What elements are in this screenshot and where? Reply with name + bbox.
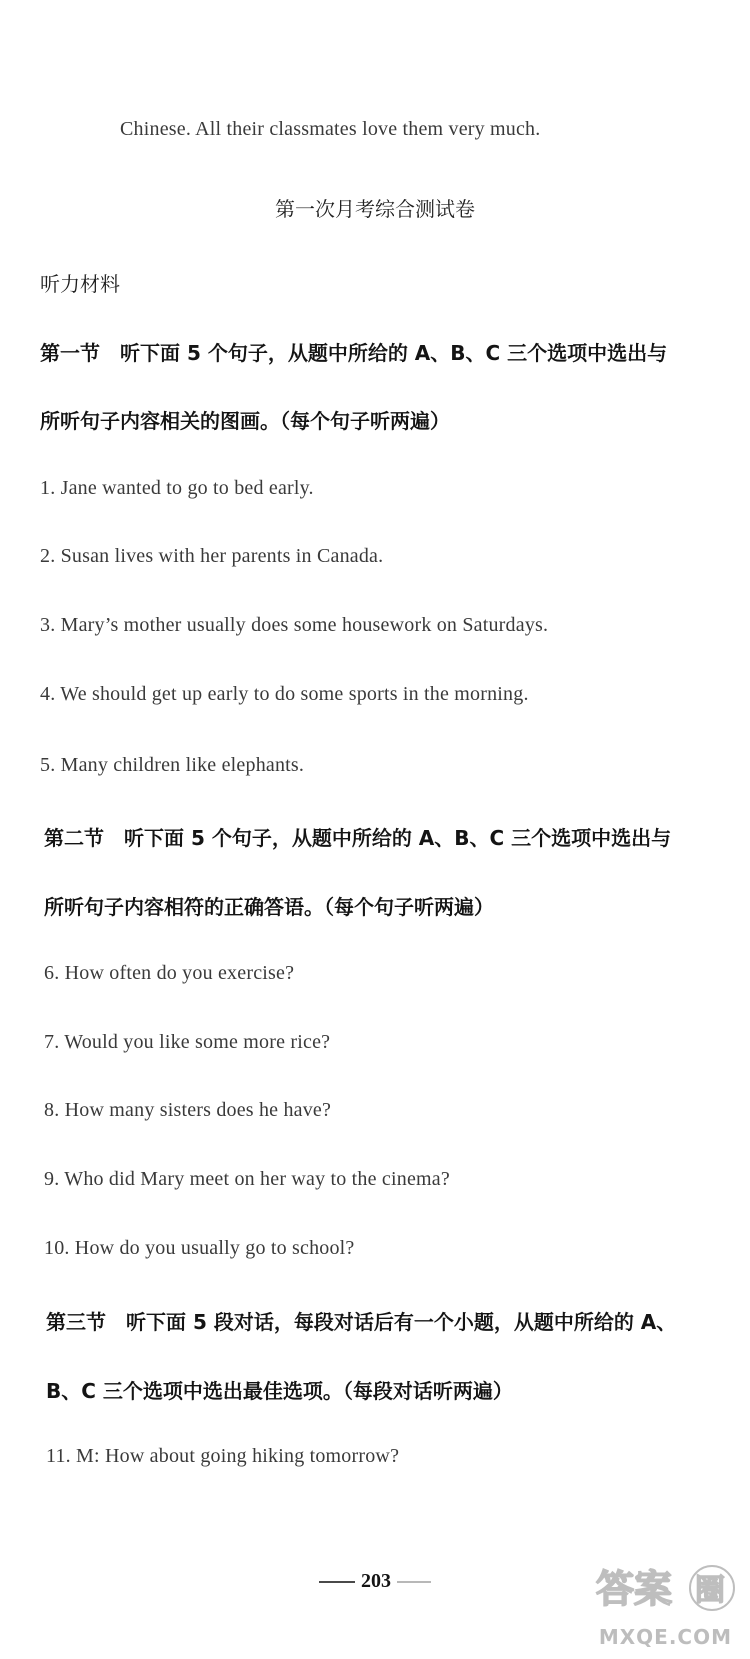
- svg-text:答案: 答案: [596, 1567, 673, 1611]
- list-item: 6. How often do you exercise?: [44, 962, 295, 984]
- list-item: 7. Would you like some more rice?: [44, 1031, 331, 1053]
- list-item: 2. Susan lives with her parents in Canada.: [40, 545, 384, 567]
- section-1-heading: [40, 337, 667, 366]
- subheading: 听力材料: [40, 272, 120, 296]
- list-item: 8. How many sisters does he have?: [44, 1099, 332, 1121]
- list-item: 9. Who did Mary meet on her way to the cinema?: [44, 1168, 450, 1190]
- list-item: 4. We should get up early to do some sports in the morning.: [40, 683, 529, 705]
- section-2-text-line1: 听下面 5 个句子，从题中所给的 A、B、C 三个选项中选出与: [124, 826, 672, 850]
- watermark-icon: [592, 1554, 742, 1624]
- svg-text:圈: 圈: [695, 1573, 725, 1608]
- list-item: 10. How do you usually go to school?: [44, 1237, 355, 1259]
- list-item: 11. M: How about going hiking tomorrow?: [46, 1445, 400, 1467]
- section-2-heading: [44, 822, 671, 851]
- top-line: Chinese. All their classmates love them very much.: [120, 118, 541, 140]
- section-1-label: 第一节: [40, 341, 100, 365]
- footer-rule-right: [397, 1581, 431, 1583]
- section-3-heading: [46, 1306, 676, 1335]
- section-2-label: 第二节: [44, 826, 104, 850]
- section-1-text-line2: 所听句子内容相关的图画。（每个句子听两遍）: [40, 409, 450, 433]
- list-item: 3. Mary’s mother usually does some housework on Saturdays.: [40, 614, 549, 636]
- section-1-text-line1: 听下面 5 个句子，从题中所给的 A、B、C 三个选项中选出与: [120, 341, 668, 365]
- section-3-label: 第三节: [46, 1310, 106, 1334]
- list-item: 1. Jane wanted to go to bed early.: [40, 477, 314, 499]
- section-3-text-line2: B、C 三个选项中选出最佳选项。（每段对话听两遍）: [46, 1379, 513, 1403]
- section-3-text-line1: 听下面 5 段对话，每段对话后有一个小题，从题中所给的 A、: [126, 1310, 677, 1334]
- page-title: 第一次月考综合测试卷: [275, 197, 475, 221]
- footer-rule-left: [319, 1581, 355, 1583]
- watermark-logo: [592, 1554, 742, 1649]
- watermark-text: MXQE.COM: [598, 1625, 732, 1649]
- list-item: 5. Many children like elephants.: [40, 754, 305, 776]
- section-2-text-line2: 所听句子内容相符的正确答语。（每个句子听两遍）: [44, 895, 494, 919]
- page-number: 203: [361, 1570, 391, 1592]
